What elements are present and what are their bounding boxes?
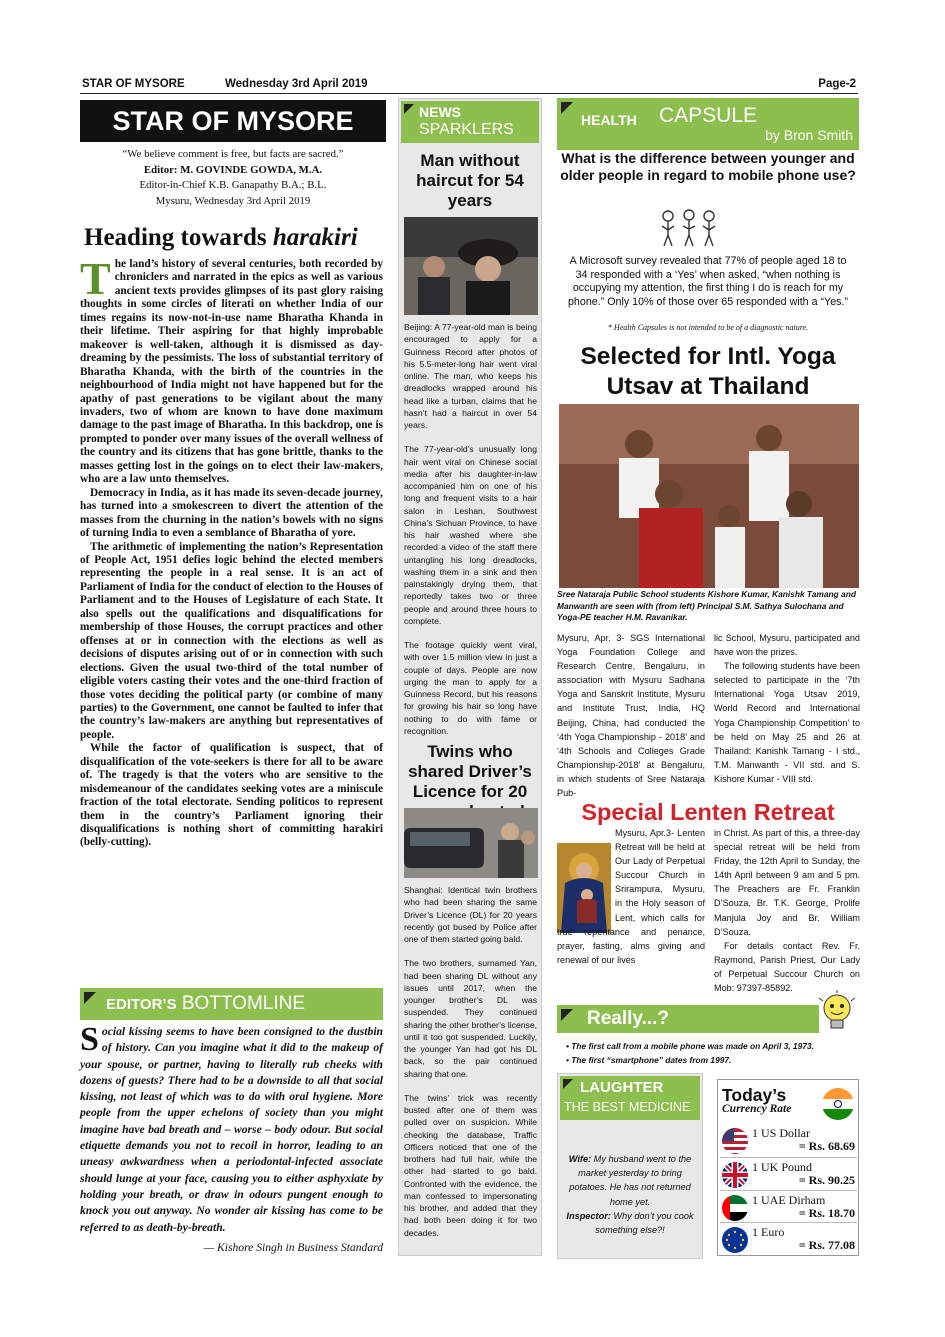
news-paragraph: The footage quickly went viral, with over 1.5 million view in just a couple of days. People are now urging the man to apply for a Guinness Record, but his reasons for growing his hair so long have nothing to do with fame or recognition. (404, 640, 537, 736)
laughter-joke (562, 1152, 698, 1237)
really-banner: Really...? (557, 1005, 819, 1033)
masthead: STAR OF MYSORE (80, 100, 386, 142)
editorial-title: Heading towards harakiri (84, 224, 358, 251)
health-capsule-banner: HEALTH CAPSULE by Bron Smith (557, 98, 859, 150)
twins-car-image (404, 808, 538, 878)
health-text: A Microsoft survey revealed that 77% of people aged 18 to 34 responded with a ‘Yes’ when asked, “when nothing is occupying my attention, the first thing I do is reach for my phone.” Only 10% of those over 65 responded with a “Yes.” (567, 255, 849, 308)
news-headline-1: Man without haircut for 54 years (416, 151, 524, 210)
students-teachers-image (559, 404, 859, 588)
joke-line: Inspector: Why don’t you cook something else?! (566, 1210, 694, 1236)
news-sparklers-banner: NEWS SPARKLERS (401, 101, 539, 143)
bottomline-banner: EDITOR’S BOTTOMLINE (80, 988, 383, 1020)
drop-cap: S (80, 1021, 99, 1058)
news-story-1 (404, 321, 537, 749)
news-photo-long-hair (404, 217, 538, 315)
editorial-box (80, 147, 386, 209)
banner-corner-icon (563, 1079, 573, 1089)
news-paragraph: The two brothers, surnamed Yan, had been sharing DL without any issues until 2017, when the younger brother’s DL was suspended. They continued sharing the other brother’s license, until it too got suspended. Luckily, the younger Yan had got his DL back, so the pair continued sharing that one. (404, 958, 537, 1079)
bottomline-citation: — Kishore Singh in Business Standard (203, 1241, 383, 1254)
page-header (80, 78, 858, 94)
editor-name: Editor: M. GOVINDE GOWDA, M.A. (143, 163, 323, 176)
news-story-2 (404, 884, 537, 1251)
editorial-paragraph: Democracy in India, as it has made its seven-decade journey, has turned into a smokescreen to divert the attention of the masses from the churning in the nation’s bowels with no signs of turning India to even a semblance of Bharatha of yore. (80, 486, 383, 540)
lenten-paragraph: For details contact Rev. Fr. Raymond, Parish Priest, Our Lady of Perpetual Succour Church on Mob: 97397-85892. (714, 940, 860, 994)
editorial-paragraph: The arithmetic of implementing the nation’s Representation of People Act, 1951 defies logic behind the elected members representing the people in a real sense. It is an act of Parliament of India for the conduct of election to the Houses of Parliament and to the Houses of Legislature of each State. It also spells out the qualifications and disqualifications for membership of those Houses, the corrupt practices and other offenses at or in connection with the elections as well as decisions of disputes arising out of or in connection with such elections. Given the usual two-third of the total number of eligible voters casting their votes and the one-third fraction of those votes deciding the political party (or combine of many parties) to the Government, one cannot be faulted to infer that the country’s law-makers are anything but representatives of people. (80, 540, 383, 741)
lenten-text-col-1: Mysuru, Apr.3- Lenten Retreat will be held at Our Lady of Perpetual Succour Church in Srirampura, Mysuru, in the Holy season of Lent, which calls for true repentance and penance, prayer, fasting, alms giving and renewal of our lives (557, 828, 705, 965)
currency-row-usd: 1 US Dollar = Rs. 68.69 (720, 1124, 857, 1158)
editorial-paragraph: While the factor of qualification is suspect, that of disqualification of the vote-seekers is there for all to be aware of. The tragedy is that the voters who are sensitive to the misdemeanour of the candidates seeking votes are a miniscule fraction of the total electorate. Sending politicos to represent them in the country’s Parliament ignoring their disqualifications is nothing short of committing harakiri (belly-cutting). (80, 742, 383, 849)
editorial-body (80, 253, 383, 850)
yoga-text-col-2 (714, 631, 860, 786)
long-hair-man-image (404, 217, 538, 315)
currency-row-eur: 1 Euro = Rs. 77.08 (720, 1222, 857, 1256)
uae-flag-icon (722, 1195, 748, 1221)
uk-flag-icon (722, 1162, 748, 1188)
india-flag-icon (822, 1088, 854, 1120)
lenten-headline: Special Lenten Retreat (581, 799, 835, 825)
older-younger-illustration (656, 206, 720, 252)
lightbulb-icon (816, 990, 858, 1038)
news-headline-2: Twins who shared Driver’s Licence for 20 (408, 742, 532, 801)
news-paragraph: Beijing: A 77-year-old man is being encouraged to apply for a Guinness Record after photos of his 5.5-meter-long hair went viral online. The man, who keeps his dreadlocks wrapped around his head like a turban, claims that he hasn’t had a haircut in over 54 years. (404, 322, 537, 430)
yoga-paragraph: lic School, Mysuru, participated and have won the prizes. (714, 633, 860, 658)
fact-item: • The first “smartphone” dates from 1997. (566, 1054, 732, 1065)
fact-item: • The first call from a mobile phone was made on April 3, 1973. (566, 1041, 814, 1051)
us-flag-icon (722, 1128, 748, 1154)
yoga-text-col-1: Mysuru, Apr. 3- SGS International Yoga Foundation College and Research Centre, Bengaluru, in association with Mysuru Sadhana Yoga and Sanskrit Institute, Mysuru and Institute Trust, India, HQ Beijing, China, had conducted the ‘4th Yoga Championship - 2018’ and ‘4th Schools and Colleges Grade Championship-2018’ at Bengaluru, in which students of Sree Nataraja Pub- (557, 633, 705, 799)
eu-flag-icon (722, 1227, 748, 1253)
news-photo-twins (404, 808, 538, 878)
banner-corner-icon (561, 1009, 573, 1021)
laughter-banner: LAUGHTER THE BEST MEDICINE (560, 1076, 700, 1120)
header-date: Wednesday 3rd April 2019 (225, 78, 368, 90)
banner-corner-icon (404, 104, 414, 114)
people-with-phones-icon (656, 206, 720, 252)
header-page-number: Page-2 (818, 78, 856, 90)
currency-row-gbp: 1 UK Pound = Rs. 90.25 (720, 1157, 857, 1191)
currency-row-aed: 1 UAE Dirham = Rs. 18.70 (720, 1190, 857, 1224)
banner-corner-icon (561, 102, 573, 114)
header-paper-name: STAR OF MYSORE (82, 78, 185, 90)
yoga-photo-caption: Sree Nataraja Public School students Kishore Kumar, Kanishk Tamang and Manwanth are seen with (from left) Principal S.M. Sathya Sulochana and Yoga-PE teacher H.M. Ravanikar. (557, 589, 856, 622)
health-question: What is the difference between younger and older people in regard to mobile phone use? (560, 150, 856, 183)
currency-subtitle: Currency Rate (722, 1103, 792, 1115)
really-facts (566, 1040, 856, 1067)
yoga-headline: Selected for Intl. Yoga Utsav at Thailand (580, 343, 836, 400)
currency-title: Today’s (722, 1085, 787, 1105)
bottomline-text: Social kissing seems to have been consigned to the dustbin of history. Can you imagine what it did to the makeup of your spouse, or partner, having to literally rub cheeks with dozens of guests? There had to be a downside to all that social kissing, not least of which was to do with oral hygiene. More people from the upper echelons of society than you might imagine have bad breath and – worse – body odour. But social etiquette demands you not to recoil in horror, leading to an uneasy awkwardness when a periodontal-infected associate should lunge at your face, causing you to either asphyxiate by holding your breath, or draw in odours pungent enough to knock you out anyway. No wonder air kissing has come to be referred to as death-by-breath. (80, 1021, 383, 1234)
editorial-paragraph: The land’s history of several centuries, both recorded by chroniclers and narrated in the epics as well as various ancient texts provides glimpses of its past glory raising thoughts in some circles of literati on whether India of our times regains its now-not-in-use name Bharatha Khanda in their lifetime. Their aspiring for that highly improbable makeover is well-taken, although it is dismissed as day-dreaming by the pessimists. The loss of substantial territory of Bharatha Khanda, with the birth of the countries in the neighbourhood of India might not have happened but for the apathy of past generations to be vigilant about the many invaders, two of whom are known to have done maximum damage to the past image of Bharatha. In this backdrop, one is prompted to ponder over many issues of the overall wellness of the country and its citizens that has gone brittle, thanks to the masses getting lost in the goings on to elect their law-makers, who are a law unto themselves. (80, 253, 383, 486)
drop-cap: T (80, 253, 111, 304)
joke-line: Wife: My husband went to the market yesterday to bring potatoes. He has not returned home yet. (568, 1154, 692, 1207)
yoga-paragraph: The following students have been selected to participate in the ‘7th International Yoga Utsav 2019, World Record and International Yoga Championship Competition’ to be held on May 25 and 26 at Thailand: Kanishk Tamang - I std., T.M. Manwanth - VII std. and S. Kishore Kumar - VIII std. (714, 661, 860, 784)
lenten-text-col-2 (714, 826, 860, 995)
banner-corner-icon (84, 992, 96, 1004)
news-paragraph: The twins’ trick was recently busted after one of them was pulled over on suspicion. While checking the database, Traffic Officers noticed that one of the brothers had full hair, while the other had started to go bald. Confronted with the evidence, the man confessed to impersonating his brother, and added that they had both been doing it for two decades. (404, 1092, 537, 1238)
editor-in-chief: Editor-in-Chief K.B. Ganapathy B.A.; B.L. (139, 179, 327, 191)
lenten-paragraph: in Christ. As part of this, a three-day special retreat will be held from Friday, the 12th April to Sunday, the 14th April between 9 am and 5 pm. The Preachers are Fr. Franklin D’Souza, Br. T.K. George, Prolife Manjula Joy and Br. William D’Souza. (714, 828, 860, 937)
news-paragraph: Shanghai: Identical twin brothers who had been sharing the same Driver’s Licence (DL) for 20 years recently got bused by Police after one of them started going bald. (404, 885, 537, 944)
yoga-group-photo (559, 404, 859, 588)
place-date: Mysuru, Wednesday 3rd April 2019 (155, 194, 311, 207)
news-paragraph: The 77-year-old’s unusually long hair went viral on Chinese social media after his daughter-in-law accompanied him on one of his long and frequent visits to a hair salon in Leshan, Southwest China’s Sichuan Province, to have his hair washed where she recorded a video of the staff there untangling his long dreadlocks, washing them in a sink and then painstakingly drying them, that reportedly takes two or three people and around three hours to complete. (404, 444, 537, 626)
motto: “We believe comment is free, but facts are sacred.” (122, 148, 344, 160)
health-disclaimer: * Health Capsules is not intended to be of a diagnostic nature. (607, 323, 809, 332)
